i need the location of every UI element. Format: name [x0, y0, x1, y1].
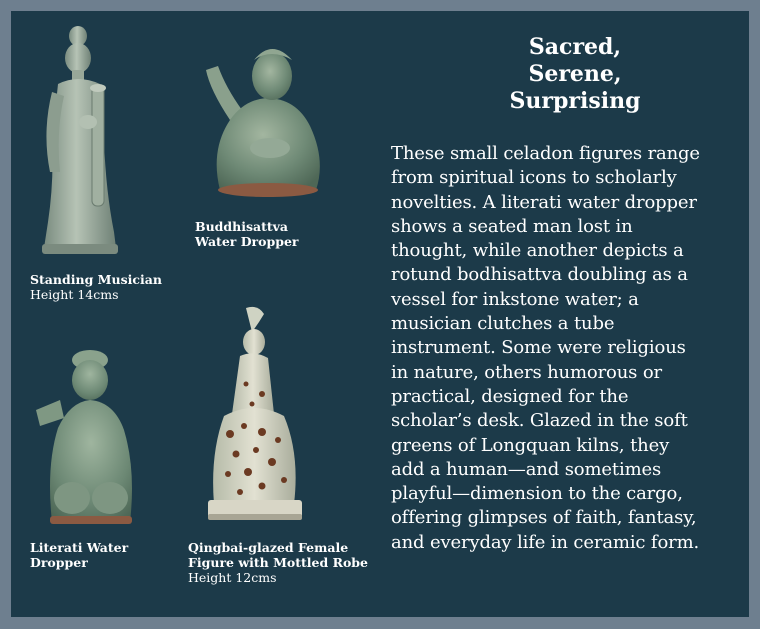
description-line: instrument. Some were religious [391, 337, 686, 359]
description-line: musician clutches a tube [391, 313, 615, 335]
description-line: thought, while another depicts a [391, 240, 684, 262]
description-line: These small celadon figures range [391, 143, 700, 164]
standing-musician-image [30, 22, 130, 258]
literati-caption [30, 540, 128, 570]
description-line: in nature, others humorous or [391, 361, 662, 383]
description-line: practical, designed for the [391, 385, 629, 407]
description-line: novelties. A literati water dropper [391, 191, 697, 213]
standing-musician-name: Standing Musician [30, 272, 162, 287]
page-title: Sacred, Serene, Surprising [509, 34, 641, 114]
description-line: from spiritual icons to scholarly [391, 167, 677, 189]
buddhisattva-caption [195, 219, 299, 249]
qingbai-name: Qingbai-glazed Female Figure with Mottled Robe [188, 540, 368, 570]
standing-musician-height: Height 14cms [30, 287, 119, 302]
buddhisattva-water-dropper-image [200, 40, 336, 198]
qingbai-female-figure-image [200, 304, 310, 530]
description-line: rotund bodhisattva doubling as a [391, 264, 688, 286]
standing-musician-caption [30, 272, 162, 302]
description-line: playful—dimension to the cargo, [391, 483, 683, 505]
description-line: and everyday life in ceramic form. [391, 531, 700, 553]
literati-name: Literati Water Dropper [30, 540, 129, 570]
buddhisattva-name: Buddhisattva Water Dropper [195, 219, 299, 249]
qingbai-caption [188, 540, 368, 585]
description-line: add a human—and sometimes [391, 458, 662, 480]
description-line: greens of Longquan kilns, they [391, 434, 670, 456]
description-line: offering glimpses of faith, fantasy, [391, 507, 697, 529]
description-paragraph [391, 142, 731, 555]
description-line: scholar’s desk. Glazed in the soft [391, 410, 688, 432]
description-line: shows a seated man lost in [391, 215, 633, 237]
description-line: vessel for inkstone water; a [391, 288, 639, 310]
literati-water-dropper-image [30, 346, 142, 526]
qingbai-height: Height 12cms [188, 570, 277, 585]
